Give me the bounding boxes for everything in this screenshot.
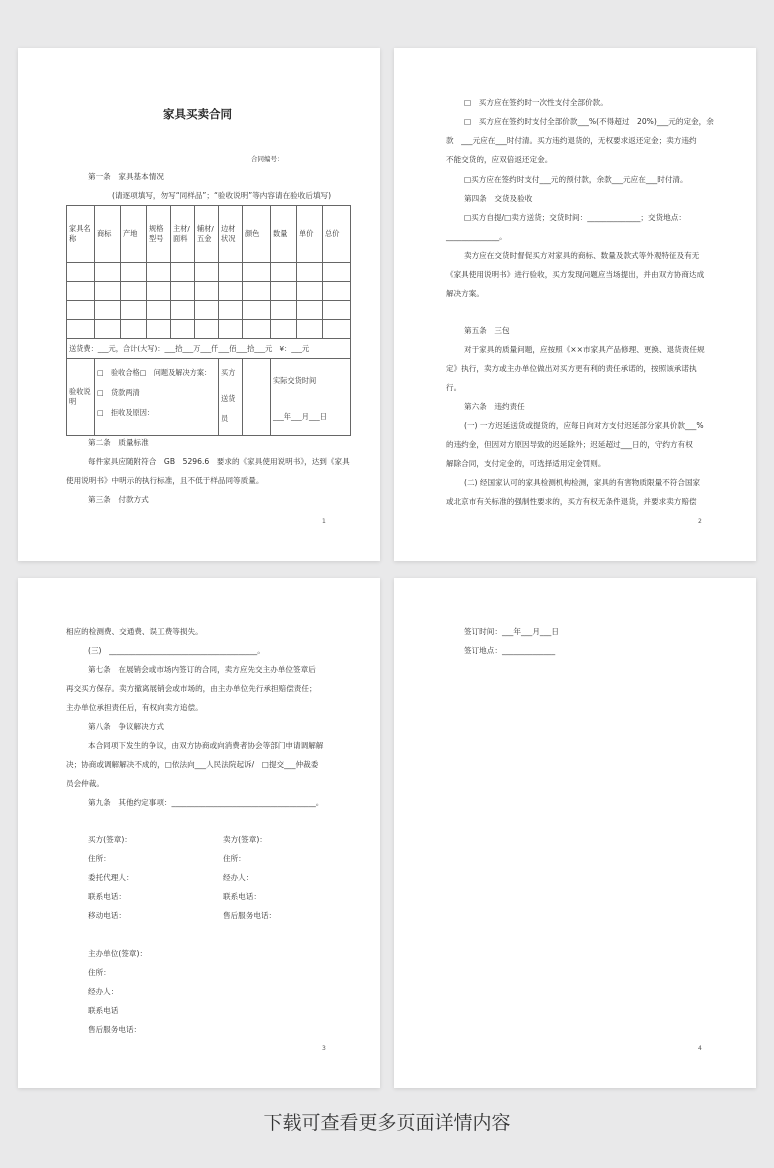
signing-time: 签订时间：___年___月___日 [464,627,559,636]
freight-total: 送货费：___元，合计(大写)：___拾___万___仟___佰___拾___元 ¥：___元 [67,339,351,359]
page-number: 1 [322,518,326,525]
acceptance-row [67,359,351,436]
header-cell: 规格型号 [147,206,171,263]
page-2 [394,48,756,561]
paragraph-line: (一) 一方迟延送货或提货的，应每日向对方支付迟延部分家具价款___% [464,421,704,430]
paragraph-line: 再交买方保存。卖方撤离展销会或市场的，由主办单位先行承担赔偿责任； [66,684,317,693]
table-row [67,301,351,320]
acceptance-label: 验收说明 [67,359,95,436]
header-cell: 商标 [95,206,121,263]
buyer-phone: 联系电话： [88,892,126,901]
header-cell: 主材/面料 [171,206,195,263]
paragraph-line: 每件家具应随附符合 GB 5296.6 要求的《家具使用说明书》，达到《家具 [88,457,350,466]
paragraph-line: 相应的检测费、交通费、误工费等损失。 [66,627,203,636]
deliverer-label: 送货员 [221,394,236,423]
acceptance-option: □ 验收合格□ 问题及解决方案： [97,368,212,377]
freight-row [67,339,351,359]
download-caption: 下载可查看更多页面详情内容 [263,1112,511,1134]
page-number: 2 [698,518,702,525]
contract-number: 合同编号： [251,155,284,163]
paragraph-line: □ 买方应在签约时支付全部价款___%(不得超过 20%)___元的定金，余 [464,117,714,126]
header-cell: 辅材/五金 [195,206,219,263]
paragraph-line: 主办单位承担责任后，有权向卖方追偿。 [66,703,203,712]
seller-phone: 联系电话： [223,892,261,901]
goods-table [66,205,351,436]
fill-note: (请逐项填写，勿写“同样品”；“验收说明”等内容请在验收后填写) [112,191,332,200]
header-cell: 边材状况 [219,206,243,263]
paragraph-line: 不能交货的，应双倍返还定金。 [446,155,553,164]
table-header-row [67,206,351,263]
seller-address: 住所： [223,854,246,863]
table-row [67,282,351,301]
paragraph-line: (二) 经国家认可的家具检测机构检测，家具的有害物质限量不符合国家 [464,478,701,487]
document-title: 家具买卖合同 [163,107,232,121]
paragraph-line: 行。 [446,383,462,392]
paragraph-line: 第七条 在展销会或市场内签订的合同，卖方应先交主办单位签章后 [88,665,316,674]
buyer-label: 买方 [221,368,236,377]
page-1 [18,48,380,561]
article-5-heading: 第五条 三包 [464,326,510,335]
buyer-address: 住所： [88,854,111,863]
acceptance-option: □ 货款两清 [97,388,140,397]
paragraph-line: 定》执行，卖方或主办单位做出对买方更有利的责任承诺的，按照该承诺执 [446,364,697,373]
page-number: 3 [322,1045,326,1052]
paragraph-line: 卖方应在交货时督促买方对家具的商标、数量及款式等外观特征及有无 [464,251,700,260]
paragraph-line: □ 买方应在签约时一次性支付全部价款。 [464,98,608,107]
signature-cell [243,359,271,436]
page-3 [18,578,380,1088]
paragraph-line: □买方自提/□卖方送货；交货时间：______________；交货地点： [464,213,686,222]
paragraph-line: 决；协商或调解解决不成的，□依法向___人民法院起诉/ □提交___仲裁委 [66,760,319,769]
header-cell: 总价 [323,206,351,263]
signing-place: 签订地点：______________ [464,646,556,655]
article-4-heading: 第四条 交货及验收 [464,194,533,203]
host-phone: 联系电话 [88,1006,119,1015]
paragraph-line: 解除合同，支付定金的，可选择适用定金罚则。 [446,459,606,468]
header-cell: 单价 [297,206,323,263]
header-cell: 数量 [271,206,297,263]
paragraph-line: 解决方案。 [446,289,484,298]
seller-signature: 卖方(签章)： [223,835,267,844]
table-row [67,263,351,282]
buyer-deliverer-cell [219,359,243,436]
article-2-heading: 第二条 质量标准 [88,438,149,447]
article-3-heading: 第三条 付款方式 [88,495,149,504]
paragraph-line: ______________。 [446,232,507,241]
paragraph-line: 款 ___元应在___时付清。买方违约退货的，无权要求返还定金；卖方违约 [446,136,697,145]
article-8-heading: 第八条 争议解决方式 [88,722,164,731]
host-service-phone: 售后服务电话： [88,1025,142,1034]
buyer-mobile: 移动电话： [88,911,126,920]
paragraph-line: 的违约金，但因对方原因导致的迟延除外；迟延超过___日的，守约方有权 [446,440,693,449]
header-cell: 颜色 [243,206,271,263]
paragraph-line: 对于家具的质量问题，应按照《××市家具产品修理、更换、退货责任规 [464,345,705,354]
buyer-agent: 委托代理人： [88,873,134,882]
seller-handler: 经办人： [223,873,254,882]
host-handler: 经办人： [88,987,119,996]
host-address: 住所： [88,968,111,977]
paragraph-line: □买方应在签约时支付___元的预付款，余款___元应在___时付清。 [464,175,688,184]
article-6-heading: 第六条 违约责任 [464,402,525,411]
paragraph-line: 本合同项下发生的争议，由双方协商或向消费者协会等部门申请调解解 [88,741,324,750]
actual-time-label: 实际交货时间 [273,376,317,385]
page-4 [394,578,756,1088]
host-signature: 主办单位(签章)： [88,949,148,958]
seller-service-phone: 售后服务电话： [223,911,277,920]
paragraph-line: 《家具使用说明书》进行验收，买方发现问题应当场提出，并由双方协商达成 [446,270,705,279]
paragraph-line: (三) _______________________________________。 [88,646,265,655]
article-1-heading: 第一条 家具基本情况 [88,172,164,181]
paragraph-line: 或北京市有关标准的强制性要求的，买方有权无条件退货，并要求卖方赔偿 [446,497,697,506]
acceptance-option: □ 拒收及原因： [97,408,155,417]
header-cell: 产地 [121,206,147,263]
delivery-date: ___年___月___日 [273,412,327,421]
header-cell: 家具名称 [67,206,95,263]
page-number: 4 [698,1045,702,1052]
paragraph-line: 使用说明书》中明示的执行标准，且不低于样品同等质量。 [66,476,264,485]
delivery-time-cell [271,359,351,436]
buyer-signature: 买方(签章)： [88,835,132,844]
acceptance-options [95,359,219,436]
paragraph-line: 员会仲裁。 [66,779,104,788]
article-9-line: 第九条 其他约定事项：______________________________________。 [88,798,324,807]
table-row [67,320,351,339]
